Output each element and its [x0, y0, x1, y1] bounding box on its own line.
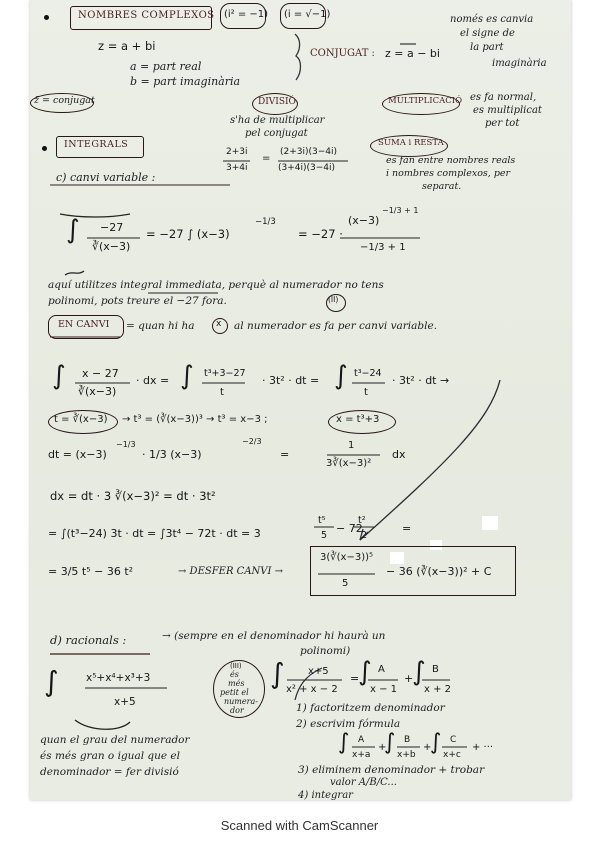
dx-line: dx = dt · 3 ∛(x−3)² = dt · 3t²	[50, 489, 216, 503]
res-line-a: = ∫(t³−24) 3t · dt = ∫3t⁴ − 72t · dt = 3	[48, 527, 261, 540]
integral-sign: ∫	[384, 730, 396, 755]
conj-label: CONJUGAT :	[310, 48, 375, 59]
en-canvi-rest-2: al numerador es fa per canvi variable.	[234, 320, 438, 332]
bottom-left-1: quan el grau del numerador	[40, 734, 190, 746]
integrals-heading: INTEGRALS	[64, 139, 129, 150]
res-mid: − 72	[336, 522, 363, 535]
int2-den: ∛(x−3)	[78, 385, 117, 398]
divisio-note-2: pel conjugat	[245, 128, 308, 139]
conj-note-1: només es canvia	[450, 14, 534, 25]
mult-note-3: per tot	[485, 118, 520, 129]
rhs-frac1-den: x² + x − 2	[286, 684, 338, 695]
dt-eq: =	[280, 448, 290, 461]
int1-exp: −1/3	[255, 217, 276, 227]
bubble-line-6: dor	[230, 706, 244, 715]
bullet	[42, 146, 47, 151]
dt-frac-den: 3∛(x−3)²	[326, 458, 372, 469]
note-line-2: polinomi, pots treure el −27 fora.	[48, 295, 227, 307]
bubble-line-5: numera-	[224, 697, 258, 706]
sub-box: t = ∛(x−3)	[54, 414, 108, 425]
mult-note-1: es fa normal,	[470, 92, 537, 103]
dt-line-mid: · 1/3 (x−3)	[142, 448, 202, 461]
scanned-notebook-page	[30, 0, 571, 800]
racionals-heading: d) racionals :	[50, 633, 127, 647]
step-2: 2) escrivim fórmula	[296, 718, 401, 730]
step2-f1-num: A	[358, 735, 365, 745]
sub-box-2: x = t³+3	[336, 414, 380, 425]
conj-note-2: el signe de	[460, 28, 515, 39]
int1-rhs-num: (x−3)	[348, 214, 380, 227]
sub-chain: → t³ = (∛(x−3))³ → t³ = x−3 ;	[122, 414, 268, 425]
dt-exp-2: −2/3	[242, 437, 262, 446]
final-box-num: 3(∛(x−3))⁵	[320, 552, 374, 563]
int2-num: x − 27	[82, 367, 119, 380]
desfer-canvi: → DESFER CANVI →	[178, 566, 284, 577]
suma-note-2: i nombres complexos, per	[386, 168, 511, 179]
conj-form: z = a − bi	[385, 47, 440, 60]
redaction-block	[482, 516, 498, 530]
final-box-den: 5	[342, 578, 349, 589]
rhs-frac3-den: x + 2	[424, 684, 452, 695]
note-marker: (II)	[328, 295, 339, 304]
int1-rhs-den: −1/3 + 1	[360, 242, 406, 253]
integral-sign: ∫	[44, 665, 59, 698]
rhs-eq: =	[350, 672, 360, 685]
final-lead: = 3/5 t⁵ − 36 t²	[48, 565, 134, 578]
suma-label: SUMA i RESTA	[378, 138, 444, 148]
en-canvi: EN CANVI	[58, 319, 110, 330]
final-box-rest: − 36 (∛(x−3))² + C	[386, 565, 492, 578]
canvi-variable-subheading: c) canvi variable :	[56, 171, 156, 184]
int2-right-num: t³−24	[354, 368, 382, 379]
integral-sign: ∫	[180, 361, 194, 391]
divisio-right-den: (3+4i)(3−4i)	[278, 163, 336, 173]
int2-mid-num: t³+3−27	[204, 368, 246, 379]
int1-rhs-exp: −1/3 + 1	[382, 206, 419, 215]
note-line-1: aquí utilitzes integral immediata, perquè al numerador no tens	[48, 279, 384, 291]
int2-right-den: t	[364, 387, 368, 398]
rhs-frac2-den: x − 1	[370, 684, 398, 695]
step-3b: valor A/B/C...	[330, 777, 397, 788]
step2-tail: + ···	[472, 742, 494, 753]
step2-f3-num: C	[450, 735, 457, 745]
res-frac2-num: t²	[358, 515, 366, 526]
dt-exp-1: −1/3	[116, 440, 136, 449]
i-def: (i = √−1)	[284, 9, 331, 20]
step2-plus: +	[378, 742, 387, 753]
bubble-line-1: (III)	[230, 662, 242, 670]
mult-label: MULTIPLICACIÓ	[388, 96, 463, 106]
b-part: b = part imaginària	[130, 75, 241, 88]
int2-dx: · dx =	[136, 374, 170, 387]
integral-sign: ∫	[412, 657, 426, 687]
integral-sign: ∫	[334, 361, 348, 391]
integral-sign: ∫	[430, 730, 442, 755]
conj-note-4: imaginària	[492, 58, 547, 69]
step2-f1-den: x+a	[352, 750, 371, 760]
scanner-watermark: Scanned with CamScanner	[220, 818, 379, 833]
res-end: =	[402, 522, 412, 535]
en-canvi-marker: x	[216, 319, 222, 329]
integral-sign: ∫	[270, 657, 285, 690]
divisio-left-num: 2+3i	[226, 147, 248, 157]
int1-mid: = −27 ∫ (x−3)	[146, 227, 230, 241]
divisio-label: DIVISIÓ	[258, 97, 296, 107]
step2-plus: +	[423, 742, 432, 753]
dt-frac-num: 1	[348, 440, 355, 451]
step-4: 4) integrar	[298, 790, 353, 800]
bullet	[44, 15, 49, 20]
step2-f3-den: x+c	[443, 750, 461, 760]
complex-heading: NOMBRES COMPLEXOS	[78, 10, 215, 21]
divisio-note-1: s'ha de multiplicar	[230, 115, 325, 126]
zbar-note: z̄ = conjugat	[34, 95, 95, 106]
divisio-left-den: 3+4i	[226, 163, 248, 173]
integral-sign: ∫	[52, 361, 66, 391]
step2-f2-den: x+b	[397, 750, 416, 760]
bubble-line-4: petit el	[220, 688, 249, 697]
z-form: z = a + bi	[98, 39, 156, 53]
en-canvi-rest: = quan hi ha	[126, 320, 195, 332]
res-frac1-num: t⁵	[318, 515, 326, 526]
int1-num: −27	[100, 221, 124, 234]
step-1: 1) factoritzem denominador	[296, 702, 445, 714]
bubble-line-2: és	[230, 670, 239, 679]
i-squared: (i² = −1)	[224, 9, 269, 20]
int-den: x+5	[114, 696, 136, 708]
step2-f2-num: B	[404, 735, 411, 745]
int1-den: ∛(x−3)	[92, 240, 131, 253]
int2-mid-den: t	[220, 387, 224, 398]
int2-mid-rest: · 3t² · dt =	[262, 374, 320, 387]
arrow-note-1: → (sempre en el denominador hi haurà un	[162, 630, 386, 642]
bubble-line-3: més	[228, 679, 245, 688]
integral-sign: ∫	[338, 730, 350, 755]
bottom-left-2: és més gran o igual que el	[40, 750, 181, 762]
bottom-left-3: denominador = fer divisió	[40, 766, 179, 778]
conj-note-3: la part	[470, 42, 504, 53]
rhs-frac1-num: x+5	[308, 666, 329, 677]
integral-sign: ∫	[66, 215, 80, 245]
dt-line-lead: dt = (x−3)	[48, 448, 107, 461]
rhs-plus: +	[404, 672, 414, 685]
divisio-right-num: (2+3i)(3−4i)	[280, 147, 338, 157]
suma-note-1: es fan entre nombres reals	[386, 155, 516, 166]
int2-right-rest: · 3t² · dt →	[392, 374, 450, 387]
mult-note-2: es multiplicat	[473, 105, 542, 116]
int1-rhs-lead: = −27 ·	[298, 227, 343, 241]
integral-sign: ∫	[358, 657, 372, 687]
step-3: 3) eliminem denominador + trobar	[298, 764, 485, 776]
res-frac2-den: 2	[361, 530, 368, 541]
arrow-note-2: polinomi)	[300, 645, 351, 657]
dt-dx: dx	[392, 448, 406, 461]
suma-note-3: separat.	[422, 181, 462, 192]
rhs-frac2-num: A	[378, 664, 385, 675]
int-num: x⁵+x⁴+x³+3	[86, 672, 151, 684]
a-part: a = part real	[130, 60, 202, 73]
rhs-frac3-num: B	[432, 664, 439, 675]
divisio-eq: =	[262, 153, 271, 164]
res-frac1-den: 5	[321, 530, 328, 541]
